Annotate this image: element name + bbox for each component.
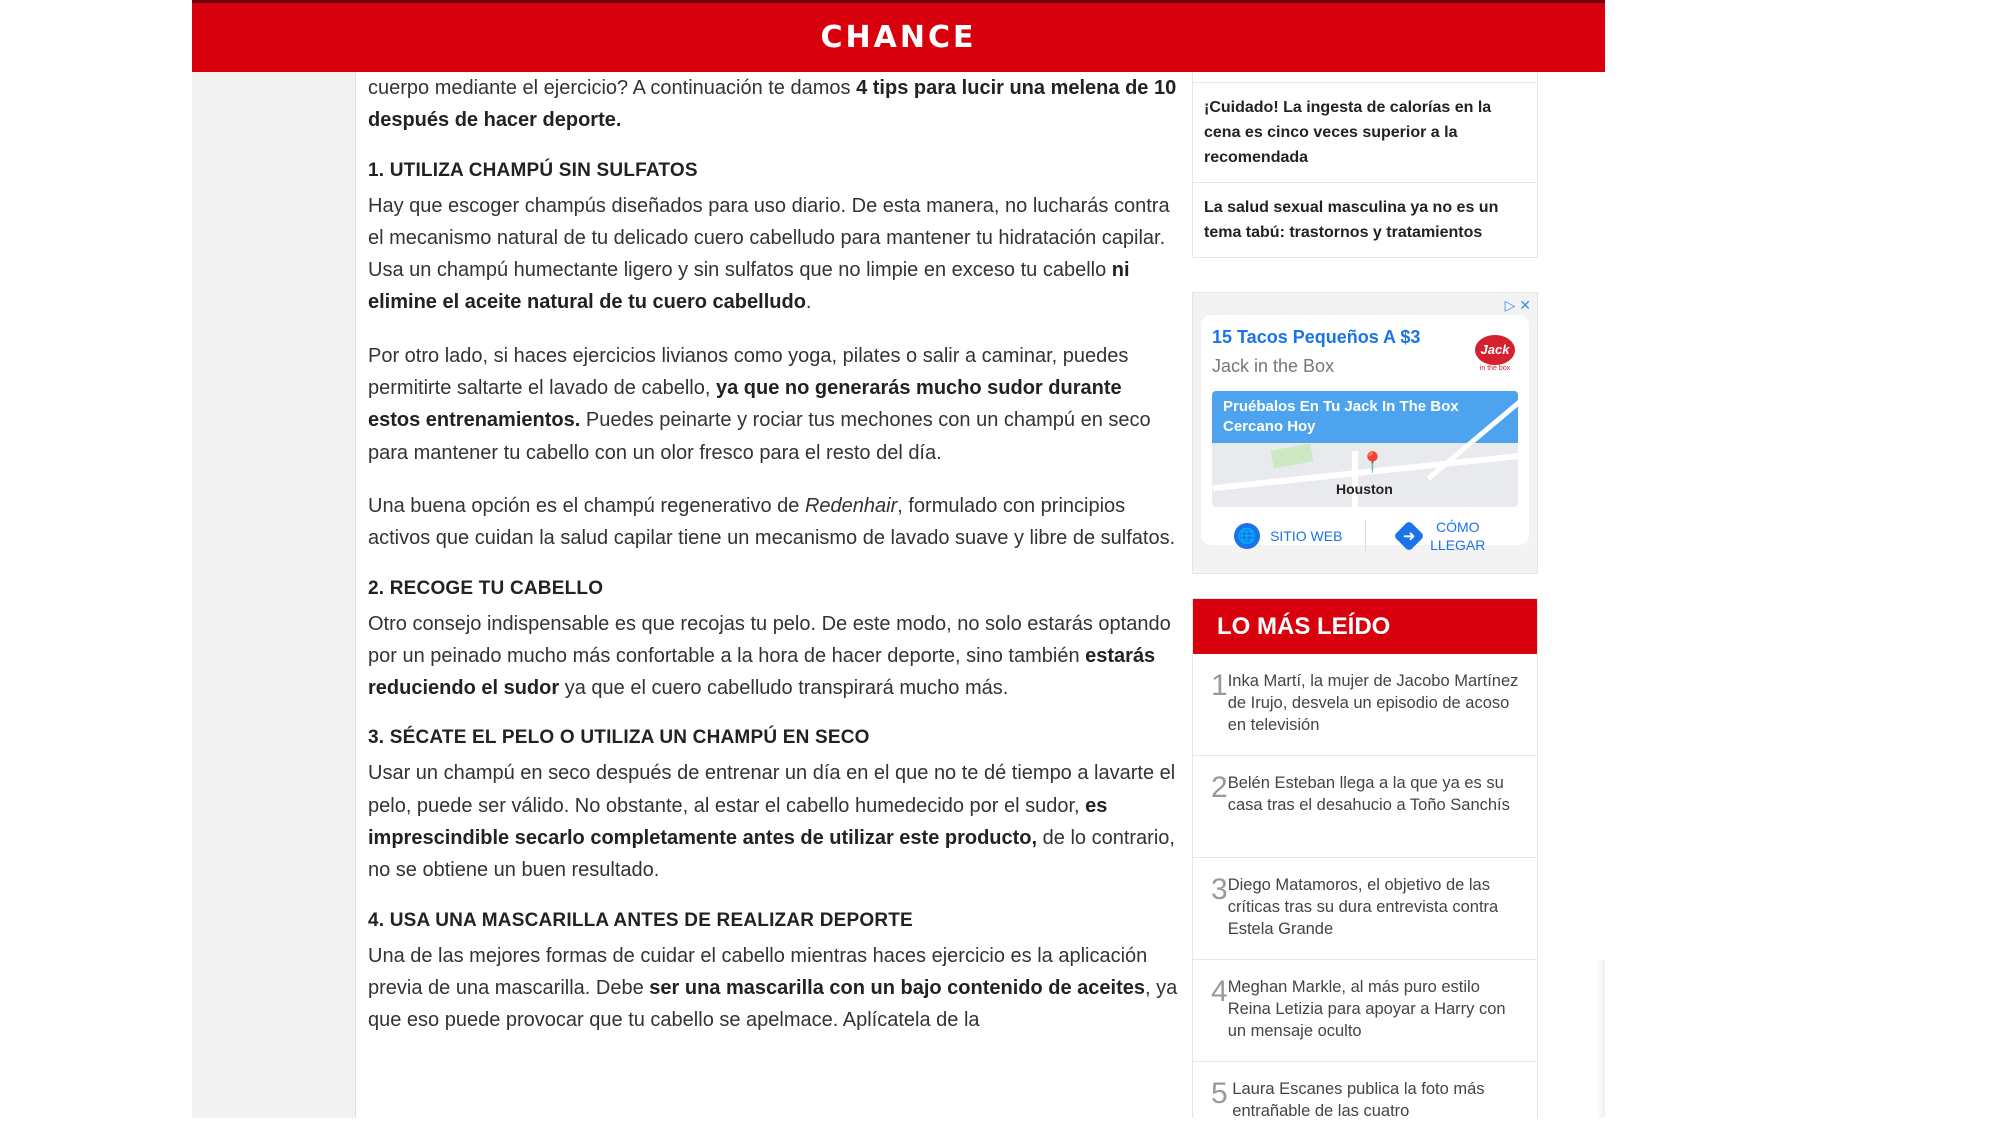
map-city-label: Houston [1336, 481, 1393, 497]
most-read-link[interactable]: Meghan Markle, al más puro estilo Reina Letizia para apoyar a Harry con un mensaje oculto [1227, 978, 1506, 1040]
ad-map[interactable] [1212, 391, 1518, 507]
brand-link[interactable]: Redenhair [804, 494, 898, 517]
directions-label: CÓMO LLEGAR [1430, 519, 1486, 553]
most-read-item[interactable] [1193, 654, 1537, 756]
most-read-item[interactable] [1193, 858, 1537, 960]
article-paragraph: Usar un champú en seco después de entrenar un día en el que no te dé tiempo a lavarte el pelo, puede ser válido. No obstante, al estar el cabello humedecido por el sudor, es imprescindible secarlo completamente antes de utilizar este producto, de lo contrario, no se obtiene un buen resultado. [368, 762, 1176, 882]
ad-title[interactable]: 15 Tacos Pequeños A $3 [1212, 327, 1421, 347]
related-box-top [1193, 72, 1537, 82]
article-paragraph: Otro consejo indispensable es que recojas tu pelo. De este modo, no solo estarás optando por un peinado mucho más confortable a la hora de hacer deporte, sino también estarás reduciendo el sudor ya que el cuero cabelludo transpirará mucho más. [368, 612, 1171, 700]
most-read-title: LO MÁS LEÍDO [1193, 599, 1537, 654]
most-read-link[interactable]: Belén Esteban llega a la que ya es su casa tras el desahucio a Toño Sanchís [1227, 774, 1510, 814]
article-paragraph: Una de las mejores formas de cuidar el cabello mientras haces ejercicio es la aplicación previa de una mascarilla. Debe ser una mascarilla con un bajo contenido de aceites, ya que eso puede provocar que tu cabello se apelmace. Aplícatela de la [368, 944, 1178, 1032]
most-read-item[interactable] [1193, 960, 1537, 1062]
most-read-item[interactable] [1193, 1062, 1537, 1118]
ad-cta[interactable]: Pruébalos En Tu Jack In The Box Cercano Hoy [1212, 391, 1518, 443]
related-article-link[interactable]: ¡Cuidado! La ingesta de calorías en la cena es cinco veces superior a la recomendada [1193, 82, 1537, 183]
website-label: SITIO WEB [1270, 528, 1343, 544]
ad-container [1192, 292, 1538, 574]
article-paragraph: Hay que escoger champús diseñados para uso diario. De esta manera, no lucharás contra el mecanismo natural de tu delicado cuero cabelludo para mantener tu hidratación capilar. Usa un champú humectante ligero y sin sulfatos que no limpie en exceso tu cabello ni elimine el aceite natural de tu cuero cabelludo. [368, 194, 1170, 314]
rank-number: 1 [1211, 669, 1228, 702]
ad-card[interactable] [1201, 315, 1529, 553]
most-read-widget [1192, 598, 1538, 1118]
rank-number: 2 [1211, 771, 1228, 804]
map-road [1352, 451, 1358, 507]
article-paragraph: Por otro lado, si haces ejercicios livianos como yoga, pilates o salir a caminar, puedes permitirte saltarte el lavado de cabello, ya que no generarás mucho sudor durante estos entrenamientos. Puedes peinarte y rociar tus mechones con un champú en seco para mantener tu cabello con un olor fresco para el resto del día. [368, 344, 1151, 464]
rank-number: 5 [1211, 1077, 1228, 1110]
site-logo[interactable]: CHANCE [820, 20, 977, 55]
most-read-item[interactable] [1193, 756, 1537, 858]
scrollbar-track[interactable] [1596, 960, 1605, 1118]
map-park [1271, 444, 1314, 469]
most-read-link[interactable]: Laura Escanes publica la foto más entrañable de las cuatro [1232, 1080, 1485, 1118]
map-pin-icon: 📍 [1360, 452, 1385, 474]
sidebar [1192, 72, 1538, 1118]
advertiser-logo-sub: in the box [1479, 364, 1511, 372]
section-heading: 3. SÉCATE EL PELO O UTILIZA UN CHAMPÚ EN SECO [368, 727, 870, 749]
ad-actions [1212, 517, 1518, 555]
section-heading: 2. RECOGE TU CABELLO [368, 577, 604, 599]
section-heading: 1. UTILIZA CHAMPÚ SIN SULFATOS [368, 159, 698, 181]
article-paragraph: Una buena opción es el champú regenerativo de Redenhair, formulado con principios activos que cuidan la salud capilar tiene un mecanismo de lavado suave y libre de sulfatos. [368, 494, 1176, 550]
section-heading: 4. USA UNA MASCARILLA ANTES DE REALIZAR DEPORTE [368, 909, 913, 931]
advertiser-logo-text: Jack [1475, 335, 1515, 365]
website-button[interactable] [1212, 523, 1365, 549]
globe-icon: 🌐 [1234, 523, 1260, 549]
ad-advertiser: Jack in the Box [1212, 356, 1335, 376]
most-read-link[interactable]: Inka Martí, la mujer de Jacobo Martínez de Irujo, desvela un episodio de acoso en televisión [1227, 672, 1519, 734]
ad-choices-icon[interactable]: ▷ ✕ [1504, 297, 1531, 313]
related-article-link[interactable]: La salud sexual masculina ya no es un tema tabú: trastornos y tratamientos [1204, 199, 1499, 241]
rank-number: 4 [1211, 975, 1228, 1008]
directions-button[interactable] [1366, 518, 1519, 554]
most-read-link[interactable]: Diego Matamoros, el objetivo de las críticas tras su dura entrevista contra Estela Grande [1227, 876, 1499, 938]
site-header [192, 0, 1605, 72]
article-body [368, 72, 1178, 1058]
left-gutter [192, 72, 356, 1118]
related-articles [1192, 72, 1538, 258]
browser-viewport [192, 0, 1605, 1118]
directions-icon: ➜ [1394, 520, 1425, 551]
article-intro: cuerpo mediante el ejercicio? A continuación te damos 4 tips para lucir una melena de 10 después de hacer deporte. [368, 77, 1177, 132]
advertiser-logo[interactable] [1473, 331, 1517, 375]
rank-number: 3 [1211, 873, 1228, 906]
